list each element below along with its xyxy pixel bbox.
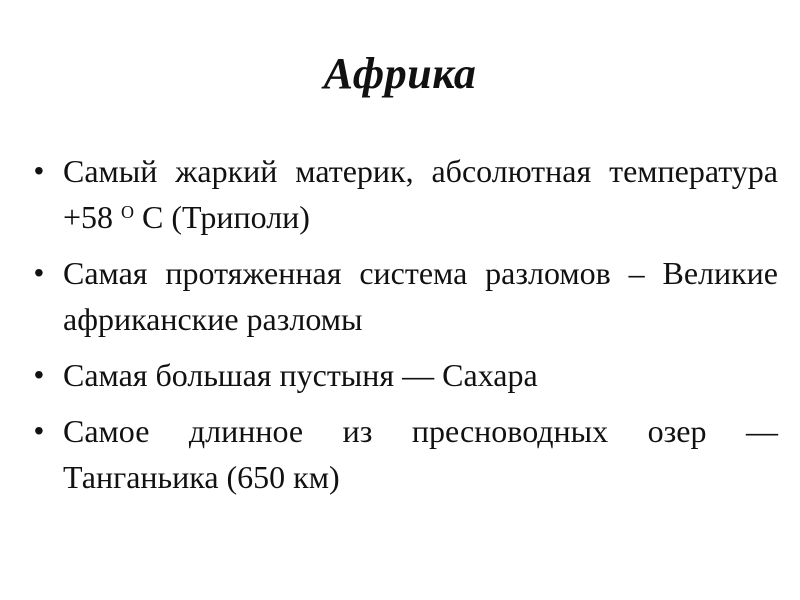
bullet-text-main: Самый жаркий материк, абсолютная температура +58	[63, 153, 778, 235]
bullet-marker: •	[34, 359, 44, 390]
bullet-marker: •	[34, 415, 44, 446]
bullet-item-longest-lake	[34, 408, 778, 500]
slide-title: Африка	[323, 49, 477, 98]
bullet-text-location: С (Триполи)	[134, 199, 310, 235]
bullet-text	[63, 148, 778, 240]
bullet-marker: •	[34, 257, 44, 288]
bullet-item-rift-system	[34, 250, 778, 342]
bullet-marker: •	[34, 155, 44, 186]
bullet-text: Самая большая пустыня — Сахара	[63, 357, 538, 393]
bullet-text: Самое длинное из пресноводных озер — Танганьика (650 км)	[63, 413, 778, 495]
bullet-item-largest-desert	[34, 352, 778, 398]
bullet-list	[34, 148, 778, 510]
temperature-degree-superscript: O	[121, 202, 135, 222]
bullet-text: Самая протяженная система разломов – Великие африканские разломы	[63, 255, 778, 337]
bullet-item-hottest-continent	[34, 148, 778, 240]
